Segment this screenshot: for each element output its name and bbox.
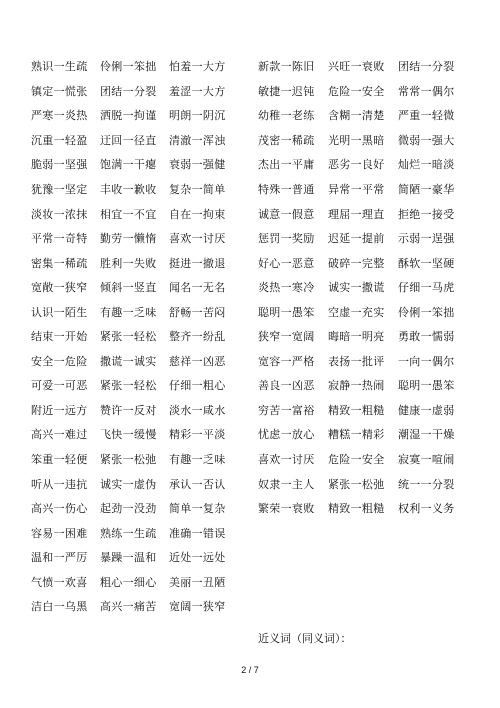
antonym-pair: 理屈一理直 bbox=[328, 207, 385, 221]
antonym-pair: 好心一恶意 bbox=[258, 256, 315, 270]
antonym-pair: 镇定一慌张 bbox=[31, 84, 88, 98]
antonym-pair: 笨重一轻便 bbox=[31, 453, 88, 467]
antonym-row bbox=[258, 276, 468, 301]
antonym-pair: 紧张一松弛 bbox=[328, 477, 385, 491]
antonym-pair: 倾斜一竖直 bbox=[100, 281, 157, 295]
antonym-pair: 简陋一豪华 bbox=[398, 183, 455, 196]
antonym-pair: 一向一偶尔 bbox=[398, 354, 455, 368]
antonym-row bbox=[31, 350, 238, 375]
antonym-pair: 危险一安全 bbox=[328, 453, 385, 467]
antonym-pair: 特殊一普通 bbox=[258, 183, 315, 196]
antonym-pair: 高兴一难过 bbox=[31, 428, 88, 442]
antonym-row bbox=[31, 570, 238, 595]
antonym-row bbox=[31, 80, 238, 105]
antonym-pair: 严重一轻微 bbox=[398, 109, 455, 123]
antonym-row bbox=[258, 399, 468, 424]
right-antonym-column bbox=[258, 55, 468, 521]
antonym-pair: 清澈一浑浊 bbox=[169, 133, 226, 147]
antonym-pair: 善良一凶恶 bbox=[258, 379, 315, 393]
antonym-pair: 拒绝一接受 bbox=[398, 207, 455, 221]
antonym-row bbox=[258, 497, 468, 522]
antonym-row bbox=[31, 202, 238, 227]
antonym-pair: 杰出一平庸 bbox=[258, 158, 315, 172]
antonym-pair: 羞涩一大方 bbox=[169, 84, 226, 98]
antonym-pair: 准确一错误 bbox=[169, 526, 226, 540]
antonym-pair: 起劲一没劲 bbox=[100, 502, 157, 516]
antonym-pair: 丰收一歉收 bbox=[100, 183, 157, 196]
antonym-row bbox=[31, 129, 238, 154]
antonym-pair: 密集一稀疏 bbox=[31, 256, 88, 270]
antonym-pair: 紧张一轻松 bbox=[100, 330, 157, 344]
antonym-row bbox=[258, 423, 468, 448]
antonym-pair: 团结一分裂 bbox=[398, 60, 455, 74]
antonym-pair: 破碎一完整 bbox=[328, 256, 385, 270]
antonym-row bbox=[258, 129, 468, 154]
antonym-row bbox=[31, 497, 238, 522]
antonym-pair: 宽容一严格 bbox=[258, 354, 315, 368]
synonyms-section-heading: 近义词（同义词）： bbox=[258, 632, 352, 645]
antonym-pair: 伶俐一笨拙 bbox=[398, 305, 455, 319]
antonym-row bbox=[31, 104, 238, 129]
antonym-pair: 精彩一平淡 bbox=[169, 428, 226, 442]
antonym-pair: 权利一义务 bbox=[398, 502, 455, 516]
antonym-row bbox=[258, 374, 468, 399]
antonym-pair: 衰弱一强健 bbox=[169, 158, 226, 172]
antonym-pair: 精致一粗糙 bbox=[328, 403, 385, 417]
antonym-pair: 整齐一纷乱 bbox=[169, 330, 226, 344]
antonym-row bbox=[31, 300, 238, 325]
antonym-row bbox=[31, 153, 238, 178]
antonym-pair: 高兴一伤心 bbox=[31, 502, 88, 516]
page-number: 2 / 7 bbox=[241, 665, 259, 675]
antonym-pair: 表扬一批评 bbox=[328, 354, 385, 368]
antonym-pair: 寂寞一喧闹 bbox=[398, 453, 455, 467]
antonym-row bbox=[258, 472, 468, 497]
antonym-pair: 奴隶一主人 bbox=[258, 477, 315, 491]
antonym-pair: 穷苦一富裕 bbox=[258, 403, 315, 417]
antonym-pair: 诚实一虚伪 bbox=[100, 477, 157, 491]
antonym-pair: 兴旺一衰败 bbox=[328, 60, 385, 74]
antonym-pair: 有趣一乏味 bbox=[169, 453, 226, 467]
antonym-pair: 暴躁一温和 bbox=[100, 551, 157, 565]
antonym-pair: 飞快一缓慢 bbox=[100, 428, 157, 442]
antonym-pair: 惩罚一奖励 bbox=[258, 232, 315, 246]
antonym-pair: 明朗一阴沉 bbox=[169, 109, 226, 123]
antonym-row bbox=[31, 227, 238, 252]
antonym-pair: 紧张一轻松 bbox=[100, 379, 157, 393]
antonym-row bbox=[31, 399, 238, 424]
antonym-pair: 酥软一坚硬 bbox=[398, 256, 455, 270]
antonym-pair: 听从一违抗 bbox=[31, 477, 88, 491]
antonym-pair: 伶俐一笨拙 bbox=[100, 60, 157, 74]
antonym-pair: 平常一奇特 bbox=[31, 232, 88, 246]
antonym-pair: 潮湿一干燥 bbox=[398, 428, 455, 442]
antonym-pair: 沉重一轻盈 bbox=[31, 133, 88, 147]
antonym-row bbox=[258, 55, 468, 80]
antonym-pair: 寂静一热闹 bbox=[328, 379, 385, 393]
antonym-pair: 含糊一清楚 bbox=[328, 109, 385, 123]
antonym-pair: 自在一拘束 bbox=[169, 207, 226, 221]
antonym-pair: 容易一困难 bbox=[31, 526, 88, 540]
antonym-pair: 严寒一炎热 bbox=[31, 109, 88, 123]
antonym-row bbox=[258, 153, 468, 178]
antonym-pair: 近处一远处 bbox=[169, 551, 226, 565]
antonym-pair: 复杂一简单 bbox=[169, 183, 226, 196]
antonym-pair: 恶劣一良好 bbox=[328, 158, 385, 172]
antonym-pair: 可爱一可恶 bbox=[31, 379, 88, 393]
antonym-pair: 迂回一径直 bbox=[100, 133, 157, 147]
antonym-pair: 有趣一乏味 bbox=[100, 305, 157, 319]
antonym-pair: 晦暗一明亮 bbox=[328, 330, 385, 344]
antonym-pair: 统一一分裂 bbox=[398, 477, 455, 491]
antonym-pair: 敏捷一迟钝 bbox=[258, 84, 315, 98]
antonym-pair: 精致一粗糙 bbox=[328, 502, 385, 516]
antonym-pair: 认识一陌生 bbox=[31, 305, 88, 319]
antonym-pair: 常常一偶尔 bbox=[398, 84, 455, 98]
antonym-pair: 仔细一粗心 bbox=[169, 379, 226, 393]
antonym-pair: 团结一分裂 bbox=[100, 84, 157, 98]
antonym-pair: 诚实一撒谎 bbox=[328, 281, 385, 295]
antonym-pair: 粗心一细心 bbox=[100, 575, 157, 589]
antonym-pair: 撒谎一诚实 bbox=[100, 354, 157, 368]
antonym-row bbox=[258, 448, 468, 473]
antonym-pair: 脆弱一坚强 bbox=[31, 158, 88, 172]
antonym-pair: 勤劳一懒惰 bbox=[100, 232, 157, 246]
antonym-row bbox=[31, 276, 238, 301]
antonym-pair: 勇敢一懦弱 bbox=[398, 330, 455, 344]
antonym-pair: 熟识一生疏 bbox=[31, 60, 88, 74]
antonym-pair: 喜欢一讨厌 bbox=[169, 232, 226, 246]
antonym-pair: 狭窄一宽阔 bbox=[258, 330, 315, 344]
antonym-pair: 熟练一生疏 bbox=[100, 526, 157, 540]
antonym-row bbox=[258, 80, 468, 105]
antonym-pair: 糟糕一精彩 bbox=[328, 428, 385, 442]
antonym-pair: 安全一危险 bbox=[31, 354, 88, 368]
antonym-row bbox=[31, 521, 238, 546]
antonym-pair: 挺进一撤退 bbox=[169, 256, 226, 270]
antonym-pair: 闻名一无名 bbox=[169, 281, 226, 295]
antonym-pair: 高兴一痛苦 bbox=[100, 600, 157, 614]
antonym-pair: 舒畅一苦闷 bbox=[169, 305, 226, 319]
antonym-pair: 迟延一提前 bbox=[328, 232, 385, 246]
antonym-row bbox=[31, 251, 238, 276]
antonym-pair: 简单一复杂 bbox=[169, 502, 226, 516]
antonym-row bbox=[258, 104, 468, 129]
antonym-pair: 炎热一寒冷 bbox=[258, 281, 315, 295]
antonym-pair: 宽敞一狭窄 bbox=[31, 281, 88, 295]
antonym-pair: 气愤一欢喜 bbox=[31, 575, 88, 589]
antonym-row bbox=[258, 251, 468, 276]
left-antonym-column bbox=[31, 55, 238, 620]
antonym-pair: 承认一否认 bbox=[169, 477, 226, 491]
antonym-pair: 光明一黑暗 bbox=[328, 133, 385, 147]
antonym-pair: 空虚一充实 bbox=[328, 305, 385, 319]
antonym-row bbox=[31, 423, 238, 448]
antonym-pair: 附近一远方 bbox=[31, 403, 88, 417]
antonym-pair: 饱满一干瘪 bbox=[100, 158, 157, 172]
antonym-pair: 忧虑一放心 bbox=[258, 428, 315, 442]
antonym-pair: 示弱一逞强 bbox=[398, 232, 455, 246]
antonym-row bbox=[31, 55, 238, 80]
antonym-row bbox=[258, 178, 468, 203]
antonym-pair: 洁白一乌黑 bbox=[31, 600, 88, 614]
antonym-pair: 聪明一愚笨 bbox=[398, 379, 455, 393]
antonym-pair: 相宜一不宜 bbox=[100, 207, 157, 221]
antonym-pair: 洒脱一拘谨 bbox=[100, 109, 157, 123]
antonym-row bbox=[258, 350, 468, 375]
antonym-pair: 淡水一咸水 bbox=[169, 403, 226, 417]
antonym-pair: 仔细一马虎 bbox=[398, 281, 455, 295]
antonym-row bbox=[258, 325, 468, 350]
antonym-row bbox=[31, 448, 238, 473]
antonym-pair: 危险一安全 bbox=[328, 84, 385, 98]
antonym-row bbox=[31, 472, 238, 497]
antonym-pair: 繁荣一衰败 bbox=[258, 502, 315, 516]
antonym-pair: 赞许一反对 bbox=[100, 403, 157, 417]
antonym-pair: 美丽一丑陋 bbox=[169, 575, 226, 589]
antonym-row bbox=[258, 227, 468, 252]
antonym-pair: 灿烂一暗淡 bbox=[398, 158, 455, 172]
antonym-pair: 结束一开始 bbox=[31, 330, 88, 344]
antonym-pair: 犹豫一坚定 bbox=[31, 183, 88, 196]
antonym-pair: 幼稚一老练 bbox=[258, 109, 315, 123]
antonym-pair: 喜欢一讨厌 bbox=[258, 453, 315, 467]
antonym-pair: 诚意一假意 bbox=[258, 207, 315, 221]
antonym-pair: 怕羞一大方 bbox=[169, 60, 226, 74]
antonym-pair: 聪明一愚笨 bbox=[258, 305, 315, 319]
antonym-row bbox=[31, 595, 238, 620]
antonym-row bbox=[31, 325, 238, 350]
antonym-pair: 新款一陈旧 bbox=[258, 60, 315, 74]
antonym-pair: 温和一严厉 bbox=[31, 551, 88, 565]
antonym-row bbox=[258, 300, 468, 325]
antonym-pair: 淡妆一浓抹 bbox=[31, 207, 88, 221]
antonym-row bbox=[258, 202, 468, 227]
antonym-row bbox=[31, 546, 238, 571]
antonym-pair: 慈祥一凶恶 bbox=[169, 354, 226, 368]
antonym-pair: 微弱一强大 bbox=[398, 133, 455, 147]
antonym-pair: 茂密一稀疏 bbox=[258, 133, 315, 147]
antonym-pair: 胜利一失败 bbox=[100, 256, 157, 270]
antonym-pair: 异常一平常 bbox=[328, 183, 385, 196]
antonym-row bbox=[31, 374, 238, 399]
antonym-pair: 紧张一松弛 bbox=[100, 453, 157, 467]
antonym-pair: 宽阔一狭窄 bbox=[169, 600, 226, 614]
antonym-pair: 健康一虚弱 bbox=[398, 403, 455, 417]
antonym-row bbox=[31, 178, 238, 203]
